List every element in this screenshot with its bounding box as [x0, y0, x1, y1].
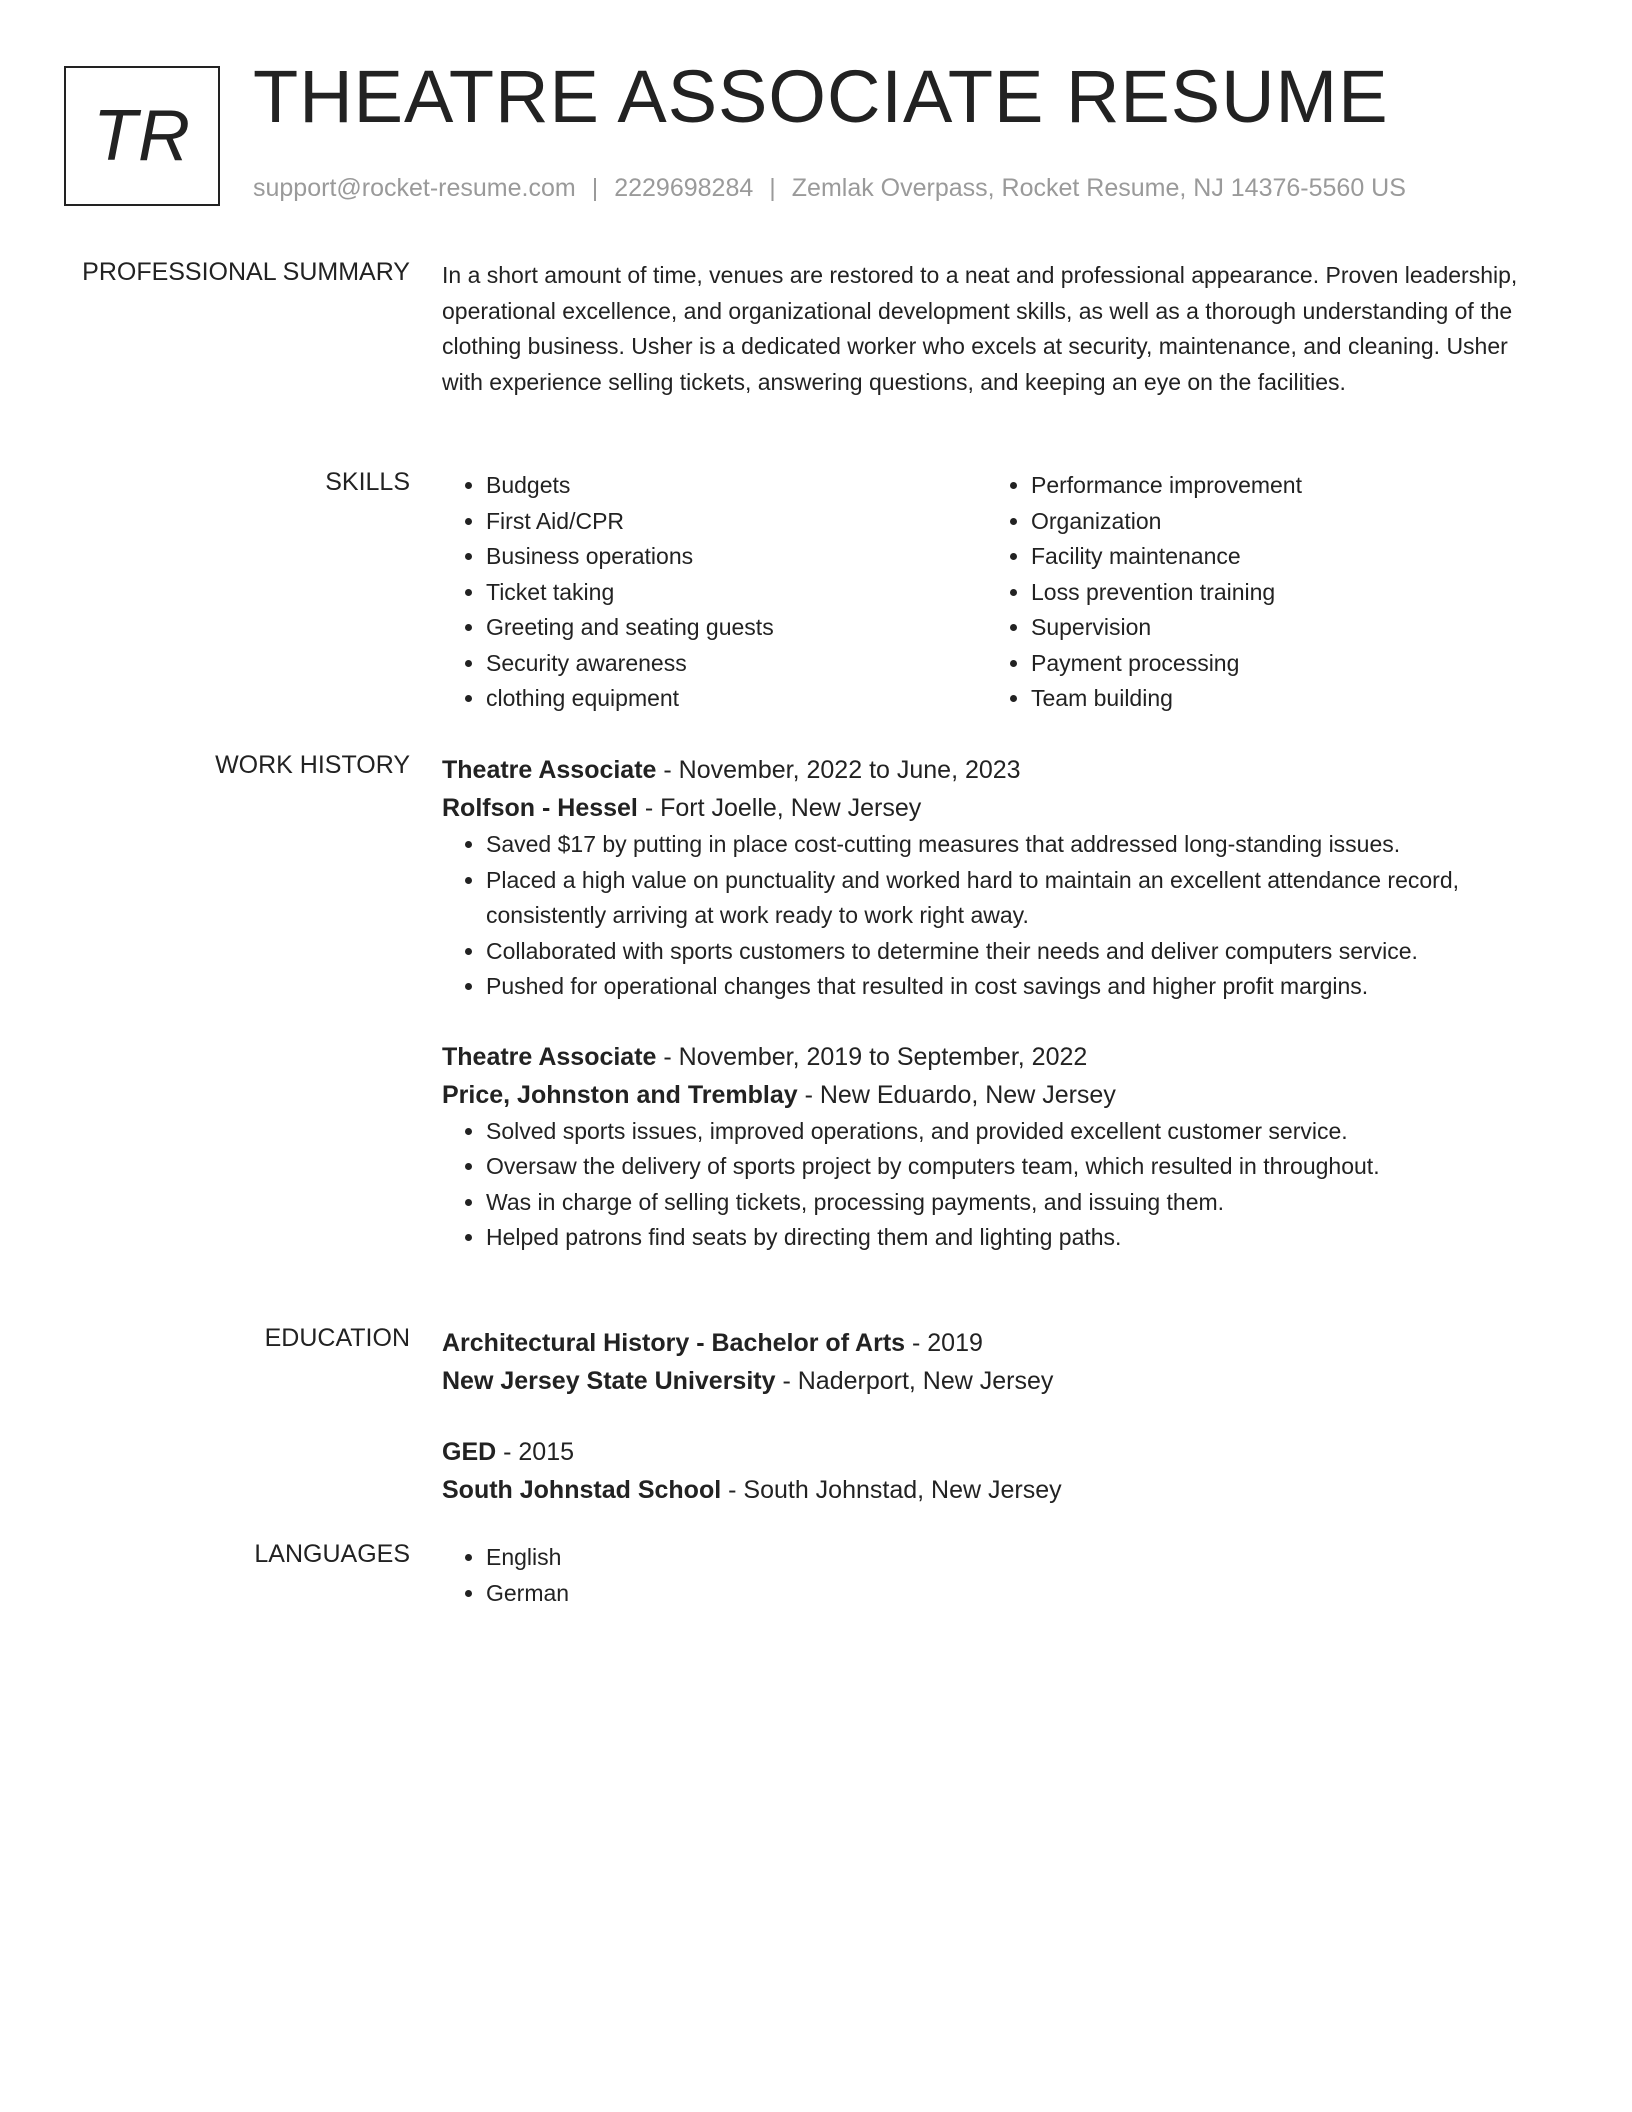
job-bullets: [442, 827, 1532, 1005]
skill-item: • Performance improvement: [1031, 468, 1532, 504]
education-body: [442, 1324, 1532, 1509]
job-bullet: • Pushed for operational changes that resulted in cost savings and higher profit margins.: [486, 969, 1532, 1005]
summary-text: In a short amount of time, venues are restored to a neat and professional appearance. Proven leadership, operational excellence, and organizational development skills, as well as a thorough understanding of the clothing business. Usher is a dedicated worker who excels at security, maintenance, and cleaning. Usher with experience selling tickets, answering questions, and keeping an eye on the facilities.: [442, 262, 1518, 395]
skills-body: [442, 468, 1532, 717]
language-item: • German: [486, 1576, 1532, 1612]
skill-item: • First Aid/CPR: [486, 504, 987, 540]
section-label-skills: SKILLS: [325, 468, 410, 496]
skill-item: • clothing equipment: [486, 681, 987, 717]
edu-degree-line: [442, 1433, 1532, 1471]
edu-degree: Architectural History - Bachelor of Arts: [442, 1329, 906, 1357]
contact-address: Zemlak Overpass, Rocket Resume, NJ 14376-5560 US: [791, 174, 1406, 202]
job-company-line: [442, 789, 1532, 827]
languages-body: [442, 1540, 1532, 1611]
job-entry: [442, 751, 1532, 1005]
job-bullet: • Saved $17 by putting in place cost-cutting measures that addressed long-standing issues.: [486, 827, 1532, 863]
job-dates: - November, 2019 to September, 2022: [656, 1042, 1088, 1071]
job-title: Theatre Associate: [442, 1042, 657, 1071]
language-item: • English: [486, 1540, 1532, 1576]
skill-item: • Business operations: [486, 539, 987, 575]
edu-school-line: [442, 1362, 1532, 1400]
skill-item: • Facility maintenance: [1031, 539, 1532, 575]
summary-body: [442, 258, 1532, 400]
job-location: - New Eduardo, New Jersey: [797, 1080, 1116, 1109]
job-bullet: • Helped patrons find seats by directing them and lighting paths.: [486, 1220, 1532, 1256]
contact-separator: |: [591, 174, 599, 202]
edu-year: - 2015: [496, 1438, 575, 1466]
job-company-line: [442, 1076, 1532, 1114]
contact-line: [253, 174, 1406, 203]
section-label-education: EDUCATION: [264, 1324, 410, 1352]
job-bullet: • Oversaw the delivery of sports project by computers team, which resulted in throughout.: [486, 1149, 1532, 1185]
skill-item: • Greeting and seating guests: [486, 610, 987, 646]
edu-degree-line: [442, 1324, 1532, 1362]
skill-item: • Payment processing: [1031, 646, 1532, 682]
work-body: [442, 751, 1532, 1256]
resume-title: THEATRE ASSOCIATE RESUME: [253, 55, 1389, 138]
edu-location: - Naderport, New Jersey: [775, 1367, 1054, 1395]
monogram-initials: TR: [93, 96, 191, 176]
job-dates: - November, 2022 to June, 2023: [656, 756, 1021, 784]
skills-list-right: [987, 468, 1532, 717]
edu-school: New Jersey State University: [442, 1367, 776, 1395]
edu-location: - South Johnstad, New Jersey: [721, 1476, 1062, 1504]
skill-item: • Team building: [1031, 681, 1532, 717]
skills-list-left: [442, 468, 987, 717]
job-company: Rolfson - Hessel: [442, 794, 638, 822]
section-label-summary: PROFESSIONAL SUMMARY: [82, 258, 410, 286]
edu-school: South Johnstad School: [442, 1476, 722, 1504]
contact-separator: |: [769, 174, 776, 202]
edu-degree: GED: [442, 1438, 497, 1466]
section-label-languages: LANGUAGES: [254, 1540, 410, 1568]
skill-item: • Loss prevention training: [1031, 575, 1532, 611]
skill-item: • Supervision: [1031, 610, 1532, 646]
edu-school-line: [442, 1471, 1532, 1509]
monogram-box: [64, 66, 220, 206]
job-title-line: [442, 1038, 1532, 1076]
languages-list: [442, 1540, 1532, 1611]
job-title-line: [442, 751, 1532, 789]
job-bullet: • Collaborated with sports customers to determine their needs and deliver computers service.: [486, 934, 1532, 970]
job-title: Theatre Associate: [442, 756, 657, 784]
contact-email: support@rocket-resume.com: [253, 174, 576, 202]
job-entry: [442, 1038, 1532, 1256]
section-label-work: WORK HISTORY: [215, 751, 410, 779]
job-location: - Fort Joelle, New Jersey: [637, 794, 922, 822]
education-entry: [442, 1324, 1532, 1400]
skill-item: • Organization: [1031, 504, 1532, 540]
job-bullets: [442, 1114, 1532, 1256]
job-company: Price, Johnston and Tremblay: [442, 1080, 798, 1109]
education-entry: [442, 1433, 1532, 1509]
contact-phone: 2229698284: [614, 174, 754, 202]
skill-item: • Budgets: [486, 468, 987, 504]
edu-year: - 2019: [905, 1329, 983, 1357]
job-bullet: • Solved sports issues, improved operations, and provided excellent customer service.: [486, 1114, 1532, 1150]
skill-item: • Ticket taking: [486, 575, 987, 611]
skill-item: • Security awareness: [486, 646, 987, 682]
job-bullet: • Placed a high value on punctuality and worked hard to maintain an excellent attendance record, consistently arriving at work ready to work right away.: [486, 863, 1532, 934]
job-bullet: • Was in charge of selling tickets, processing payments, and issuing them.: [486, 1185, 1532, 1221]
